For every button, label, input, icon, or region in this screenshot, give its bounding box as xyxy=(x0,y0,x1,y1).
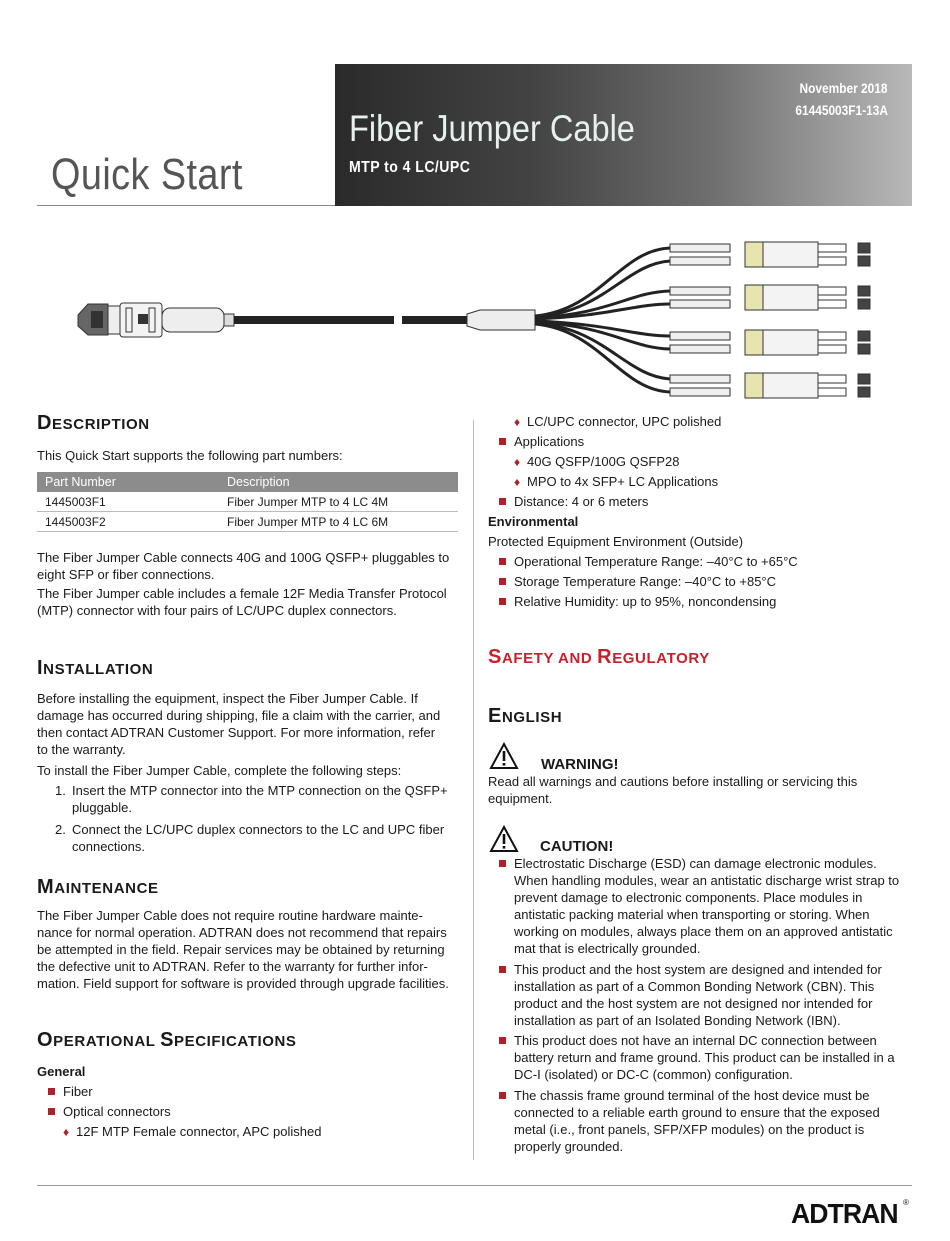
list-item xyxy=(514,473,718,491)
text-line: The Fiber Jumper cable includes a female 12F Media Transfer Protocol xyxy=(37,586,447,601)
list-item xyxy=(514,413,721,431)
bullet-icon xyxy=(499,1037,506,1044)
text-line: installation as part of a Common Bonding Network (CBN). This xyxy=(514,979,875,994)
bullet-icon xyxy=(499,558,506,565)
text-line: be attempted in the field. Repair services may be obtained by returning xyxy=(37,942,445,957)
text-line: Connect the LC/UPC duplex connectors to the LC and UPC fiber xyxy=(72,822,445,837)
table-header-row xyxy=(37,472,458,492)
step-1 xyxy=(55,782,448,816)
maintenance-paragraph xyxy=(37,907,449,992)
cable-illustration xyxy=(60,230,890,405)
table-cell: Fiber Jumper MTP to 4 LC 6M xyxy=(219,512,458,532)
text-line: connections. xyxy=(72,839,145,854)
header-banner xyxy=(335,64,912,206)
text-line: to the warranty. xyxy=(37,742,126,757)
doc-number: 61445003F1-13A xyxy=(795,102,888,118)
caution-item xyxy=(499,961,882,1029)
bullet-icon xyxy=(48,1088,55,1095)
list-item-text: 40G QSFP/100G QSFP28 xyxy=(527,454,680,469)
doc-date: November 2018 xyxy=(800,80,888,96)
diamond-bullet-icon: ♦ xyxy=(63,1125,70,1139)
list-item xyxy=(63,1123,321,1141)
table-cell: 1445003F1 xyxy=(37,492,219,512)
list-item-text: Relative Humidity: up to 95%, noncondensing xyxy=(514,594,777,609)
warning-text xyxy=(488,773,857,807)
warning-icon xyxy=(489,742,519,770)
text-line: working on modules, always place them on an approved antistatic xyxy=(514,924,893,939)
registered-mark: ® xyxy=(903,1198,909,1207)
list-item-text: Distance: 4 or 6 meters xyxy=(514,494,649,509)
description-intro: This Quick Start supports the following part numbers: xyxy=(37,448,343,463)
list-item-text: 12F MTP Female connector, APC polished xyxy=(76,1124,322,1139)
bullet-icon xyxy=(499,1092,506,1099)
description-paragraph xyxy=(37,549,449,583)
list-item-text: Storage Temperature Range: –40°C to +85°C xyxy=(514,574,777,589)
text-line: then contact ADTRAN Customer Support. For more information, refer xyxy=(37,725,436,740)
caution-item xyxy=(499,1087,880,1155)
parts-table xyxy=(37,472,458,532)
diamond-bullet-icon: ♦ xyxy=(514,475,521,489)
text-line: mation. Field support for software is provided through upgrade facilities. xyxy=(37,976,449,991)
table-cell: 1445003F2 xyxy=(37,512,219,532)
product-subtitle: MTP to 4 LC/UPC xyxy=(349,159,471,176)
lc-connectors-icon xyxy=(670,242,870,398)
table-row xyxy=(37,492,458,512)
list-item xyxy=(499,433,584,450)
step-2 xyxy=(55,821,444,855)
text-line: antistatic packing material when transporting or storing. When xyxy=(514,907,870,922)
text-line: equipment. xyxy=(488,791,553,806)
list-item xyxy=(499,493,648,510)
bullet-icon xyxy=(499,498,506,505)
environmental-subheading: Environmental xyxy=(488,514,579,529)
table-header: Part Number xyxy=(37,472,219,492)
list-item xyxy=(48,1083,93,1100)
list-item xyxy=(499,573,776,590)
text-line: When handling modules, wear an antistatic discharge wrist strap to xyxy=(514,873,900,888)
caution-item xyxy=(499,855,899,957)
list-item xyxy=(48,1103,171,1120)
installation-paragraph xyxy=(37,690,440,758)
text-line: This product does not have an internal DC connection between xyxy=(514,1033,877,1048)
general-subheading: General xyxy=(37,1064,86,1079)
list-item-text: Fiber xyxy=(63,1084,93,1099)
caution-icon xyxy=(489,825,519,853)
text-line: The chassis frame ground terminal of the host device must be xyxy=(514,1088,870,1103)
quick-start-title: Quick Start xyxy=(51,150,243,199)
list-item-text: Applications xyxy=(514,434,585,449)
mtp-connector-icon xyxy=(78,303,234,337)
text-line: nance for normal operation. ADTRAN does not recommend that repairs xyxy=(37,925,447,940)
product-title: Fiber Jumper Cable xyxy=(349,108,635,149)
bullet-icon xyxy=(499,598,506,605)
text-line: installation as part of an Isolated Bonding Network (IBN). xyxy=(514,1013,841,1028)
list-item-text: Operational Temperature Range: –40°C to +65°C xyxy=(514,554,798,569)
text-line: (MTP) connector with four pairs of LC/UPC duplex connectors. xyxy=(37,603,397,618)
bullet-icon xyxy=(48,1108,55,1115)
maintenance-heading: MAINTENANCE xyxy=(37,876,159,898)
list-item-text: MPO to 4x SFP+ LC Applications xyxy=(527,474,719,489)
text-line: eight SFP or fiber connections. xyxy=(37,567,215,582)
bullet-icon xyxy=(499,966,506,973)
text-line: battery return and frame ground. This product can be installed in a xyxy=(514,1050,895,1065)
environment-text: Protected Equipment Environment (Outside) xyxy=(488,534,744,549)
installation-steps-intro: To install the Fiber Jumper Cable, complete the following steps: xyxy=(37,763,402,778)
text-line: This product and the host system are designed and intended for xyxy=(514,962,882,977)
warning-label: WARNING! xyxy=(541,756,619,773)
text-line: Electrostatic Discharge (ESD) can damage electronic modules. xyxy=(514,856,877,871)
text-line: the defective unit to ADTRAN. Refer to the warranty for further infor- xyxy=(37,959,428,974)
list-item xyxy=(514,453,679,471)
text-line: The Fiber Jumper Cable connects 40G and 100G QSFP+ pluggables to xyxy=(37,550,450,565)
bullet-icon xyxy=(499,860,506,867)
bullet-icon xyxy=(499,578,506,585)
list-item-text: Optical connectors xyxy=(63,1104,171,1119)
text-line: product and the host system are not designed nor intended for xyxy=(514,996,873,1011)
description-heading: DESCRIPTION xyxy=(37,412,150,434)
diamond-bullet-icon: ♦ xyxy=(514,455,521,469)
description-paragraph xyxy=(37,585,447,619)
column-divider xyxy=(473,420,474,1160)
specs-heading: OPERATIONAL SPECIFICATIONS xyxy=(37,1029,297,1051)
text-line: damage has occurred during shipping, file a claim with the carrier, and xyxy=(37,708,441,723)
bullet-icon xyxy=(499,438,506,445)
text-line: Insert the MTP connector into the MTP connection on the QSFP+ xyxy=(72,783,448,798)
table-header: Description xyxy=(219,472,458,492)
text-line: Before installing the equipment, inspect the Fiber Jumper Cable. If xyxy=(37,691,418,706)
table-cell: Fiber Jumper MTP to 4 LC 4M xyxy=(219,492,458,512)
text-line: connected to a reliable earth ground to ensure that the exposed xyxy=(514,1105,880,1120)
footer-rule xyxy=(37,1185,912,1186)
installation-heading: INSTALLATION xyxy=(37,657,154,679)
step-number: 2. xyxy=(55,822,66,837)
step-number: 1. xyxy=(55,783,66,798)
text-line: Read all warnings and cautions before installing or servicing this xyxy=(488,774,858,789)
text-line: properly grounded. xyxy=(514,1139,624,1154)
english-heading: ENGLISH xyxy=(488,705,563,727)
list-item xyxy=(499,553,798,570)
adtran-logo: ADTRAN xyxy=(791,1198,898,1229)
list-item xyxy=(499,593,776,610)
text-line: prevent damage to electronic components. Place modules in xyxy=(514,890,863,905)
text-line: DC-I (isolated) or DC-C (common) configuration. xyxy=(514,1067,793,1082)
caution-item xyxy=(499,1032,895,1083)
table-row xyxy=(37,512,458,532)
list-item-text: LC/UPC connector, UPC polished xyxy=(527,414,722,429)
caution-label: CAUTION! xyxy=(540,838,614,855)
text-line: metal (i.e., front panels, SFP/XFP modules) on the product is xyxy=(514,1122,865,1137)
text-line: The Fiber Jumper Cable does not require routine hardware mainte- xyxy=(37,908,423,923)
diamond-bullet-icon: ♦ xyxy=(514,415,521,429)
text-line: mat that is electrically grounded. xyxy=(514,941,701,956)
text-line: pluggable. xyxy=(72,800,132,815)
safety-heading: SAFETY AND REGULATORY xyxy=(488,646,710,668)
title-rule xyxy=(37,205,335,206)
